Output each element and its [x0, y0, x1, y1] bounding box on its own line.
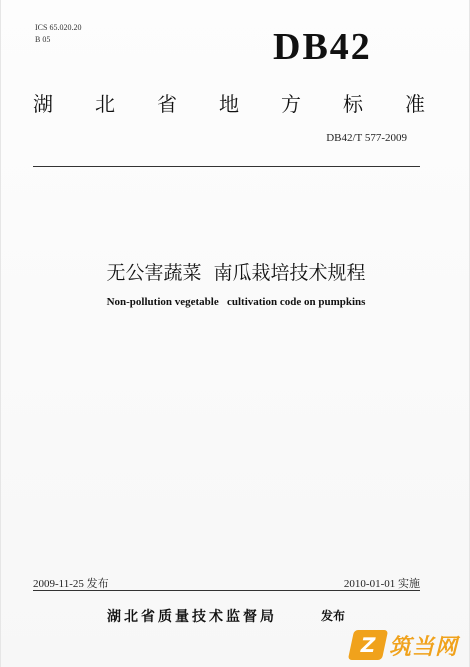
standard-type-char: 湖 [33, 92, 53, 116]
watermark-logo-icon: Z [348, 630, 388, 660]
bottom-divider [33, 590, 420, 591]
publisher-name: 湖北省质量技术监督局 [107, 609, 277, 625]
standard-type-char: 标 [343, 92, 363, 116]
standard-type-char: 北 [95, 92, 115, 116]
standard-number: DB42/T 577-2009 [326, 132, 407, 144]
standard-type-char: 方 [281, 92, 301, 116]
top-divider [33, 166, 420, 167]
standard-mark: DB42 [273, 26, 372, 68]
watermark-text: 筑当网 [389, 634, 459, 660]
ics-code: ICS 65.020.20 [35, 23, 82, 32]
standard-type-char: 准 [405, 92, 425, 116]
standard-type-title [33, 88, 425, 117]
implement-date: 2010-01-01 实施 [343, 578, 420, 590]
publish-verb: 发布 [321, 609, 346, 623]
standard-type-char: 地 [219, 92, 239, 116]
category-code: B 05 [35, 35, 51, 44]
site-watermark [351, 628, 458, 662]
issue-date: 2009-11-25 发布 [33, 578, 109, 590]
english-title: Non-pollution vegetable cultivation code on pumpkins [106, 296, 366, 308]
standard-type-char: 省 [157, 92, 177, 116]
chinese-title: 无公害蔬菜 南瓜栽培技术规程 [106, 262, 366, 284]
date-row [33, 575, 420, 591]
classification-codes [35, 22, 81, 46]
